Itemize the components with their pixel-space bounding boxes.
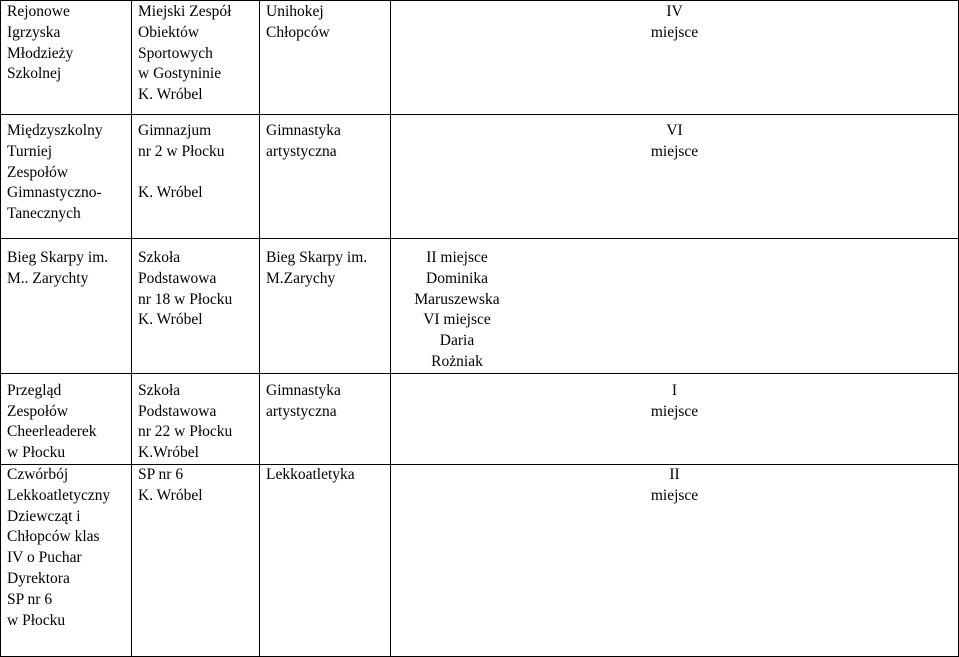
organizer-cell [132,373,260,464]
discipline-line: Gimnastyka [266,381,341,399]
organizer-cell [132,115,260,239]
organizer-line: Podstawowa [138,402,217,420]
discipline-cell [260,464,391,656]
competition-line: Dziewcząt i [7,507,81,525]
competition-cell [1,373,132,464]
discipline-line: Bieg Skarpy im. [266,249,368,266]
organizer-line: Obiektów [138,23,200,41]
organizer-line: Sportowych [138,44,213,62]
place-line: Dominika [426,269,488,287]
competition-line: Zespołów [7,163,69,181]
table-row [1,115,959,239]
place-line: II [669,465,680,483]
place-line: Daria [439,332,475,350]
organizer-line: nr 18 w Płocku [138,290,233,308]
discipline-line: Unihokej [266,3,324,20]
place-line: miejsce [650,142,699,160]
organizer-cell [132,239,260,374]
place-line: II miejsce [426,249,488,266]
discipline-line: artystyczna [266,142,337,160]
discipline-line: Chłopców [266,23,330,41]
place-line: IV [666,3,683,20]
organizer-line: SP nr 6 [138,465,184,483]
competition-line: Turniej [7,142,53,160]
organizer-line: K. Wróbel [138,311,203,329]
organizer-cell [132,1,260,115]
table-row [1,373,959,464]
organizer-line: nr 22 w Płocku [138,423,233,441]
place-cell [391,1,959,115]
place-line: miejsce [650,402,699,420]
place-cell [391,464,959,656]
organizer-line: w Gostyninie [138,65,222,83]
organizer-line: K. Wróbel [138,86,203,104]
discipline-cell [260,239,391,374]
competition-line: Międzyszkolny [7,122,103,139]
competition-line: SP nr 6 [7,590,53,608]
competition-cell [1,464,132,656]
organizer-line: K. Wróbel [138,184,203,202]
competition-cell [1,239,132,374]
organizer-line: Szkoła [138,249,181,266]
place-line: Rożniak [431,352,483,370]
competition-line: M.. Zarychty [7,269,89,287]
organizer-line: Szkoła [138,381,181,399]
competition-line: Młodzieży [7,44,74,62]
place-cell [391,373,959,464]
competition-line: Przegląd [7,381,62,399]
place-cell [391,115,959,239]
discipline-line: Lekkoatletyka [266,465,355,483]
discipline-cell [260,373,391,464]
competition-line: Zespołów [7,402,69,420]
place-line: I [671,381,678,399]
competition-line: Gimnastyczno- [7,184,102,202]
competition-line: IV o Puchar [7,549,82,567]
table-row [1,464,959,656]
place-line: miejsce [650,486,699,504]
place-cell [391,239,959,374]
competition-line: Igrzyska [7,23,61,41]
table-row [1,1,959,115]
competition-cell [1,1,132,115]
discipline-line: M.Zarychy [266,269,336,287]
competition-line: Lekkoatletyczny [7,486,111,504]
organizer-line: Gimnazjum [138,122,212,139]
competition-line: Chłopców klas [7,528,100,546]
discipline-cell [260,115,391,239]
competition-line: Bieg Skarpy im. [7,249,109,266]
place-line: VI [666,122,683,139]
competition-line: w Płocku [7,611,66,629]
competition-cell [1,115,132,239]
organizer-line: Podstawowa [138,269,217,287]
competition-line: Tanecznych [7,205,81,223]
competition-line: Czwórbój [7,465,69,483]
organizer-line: K. Wróbel [138,486,203,504]
place-line: VI miejsce [423,311,491,329]
table-row [1,239,959,374]
organizer-cell [132,464,260,656]
competition-line: Szkolnej [7,65,62,83]
organizer-line: K.Wróbel [138,444,199,462]
organizer-line: nr 2 w Płocku [138,142,225,160]
competition-line: w Płocku [7,444,66,462]
place-line: Maruszewska [414,290,500,308]
discipline-cell [260,1,391,115]
organizer-line: Miejski Zespół [138,3,232,20]
discipline-line: artystyczna [266,402,337,420]
competition-line: Dyrektora [7,569,70,587]
discipline-line: Gimnastyka [266,122,341,139]
competition-line: Rejonowe [7,3,70,20]
competition-line: Cheerleaderek [7,423,97,441]
place-line: miejsce [650,23,699,41]
